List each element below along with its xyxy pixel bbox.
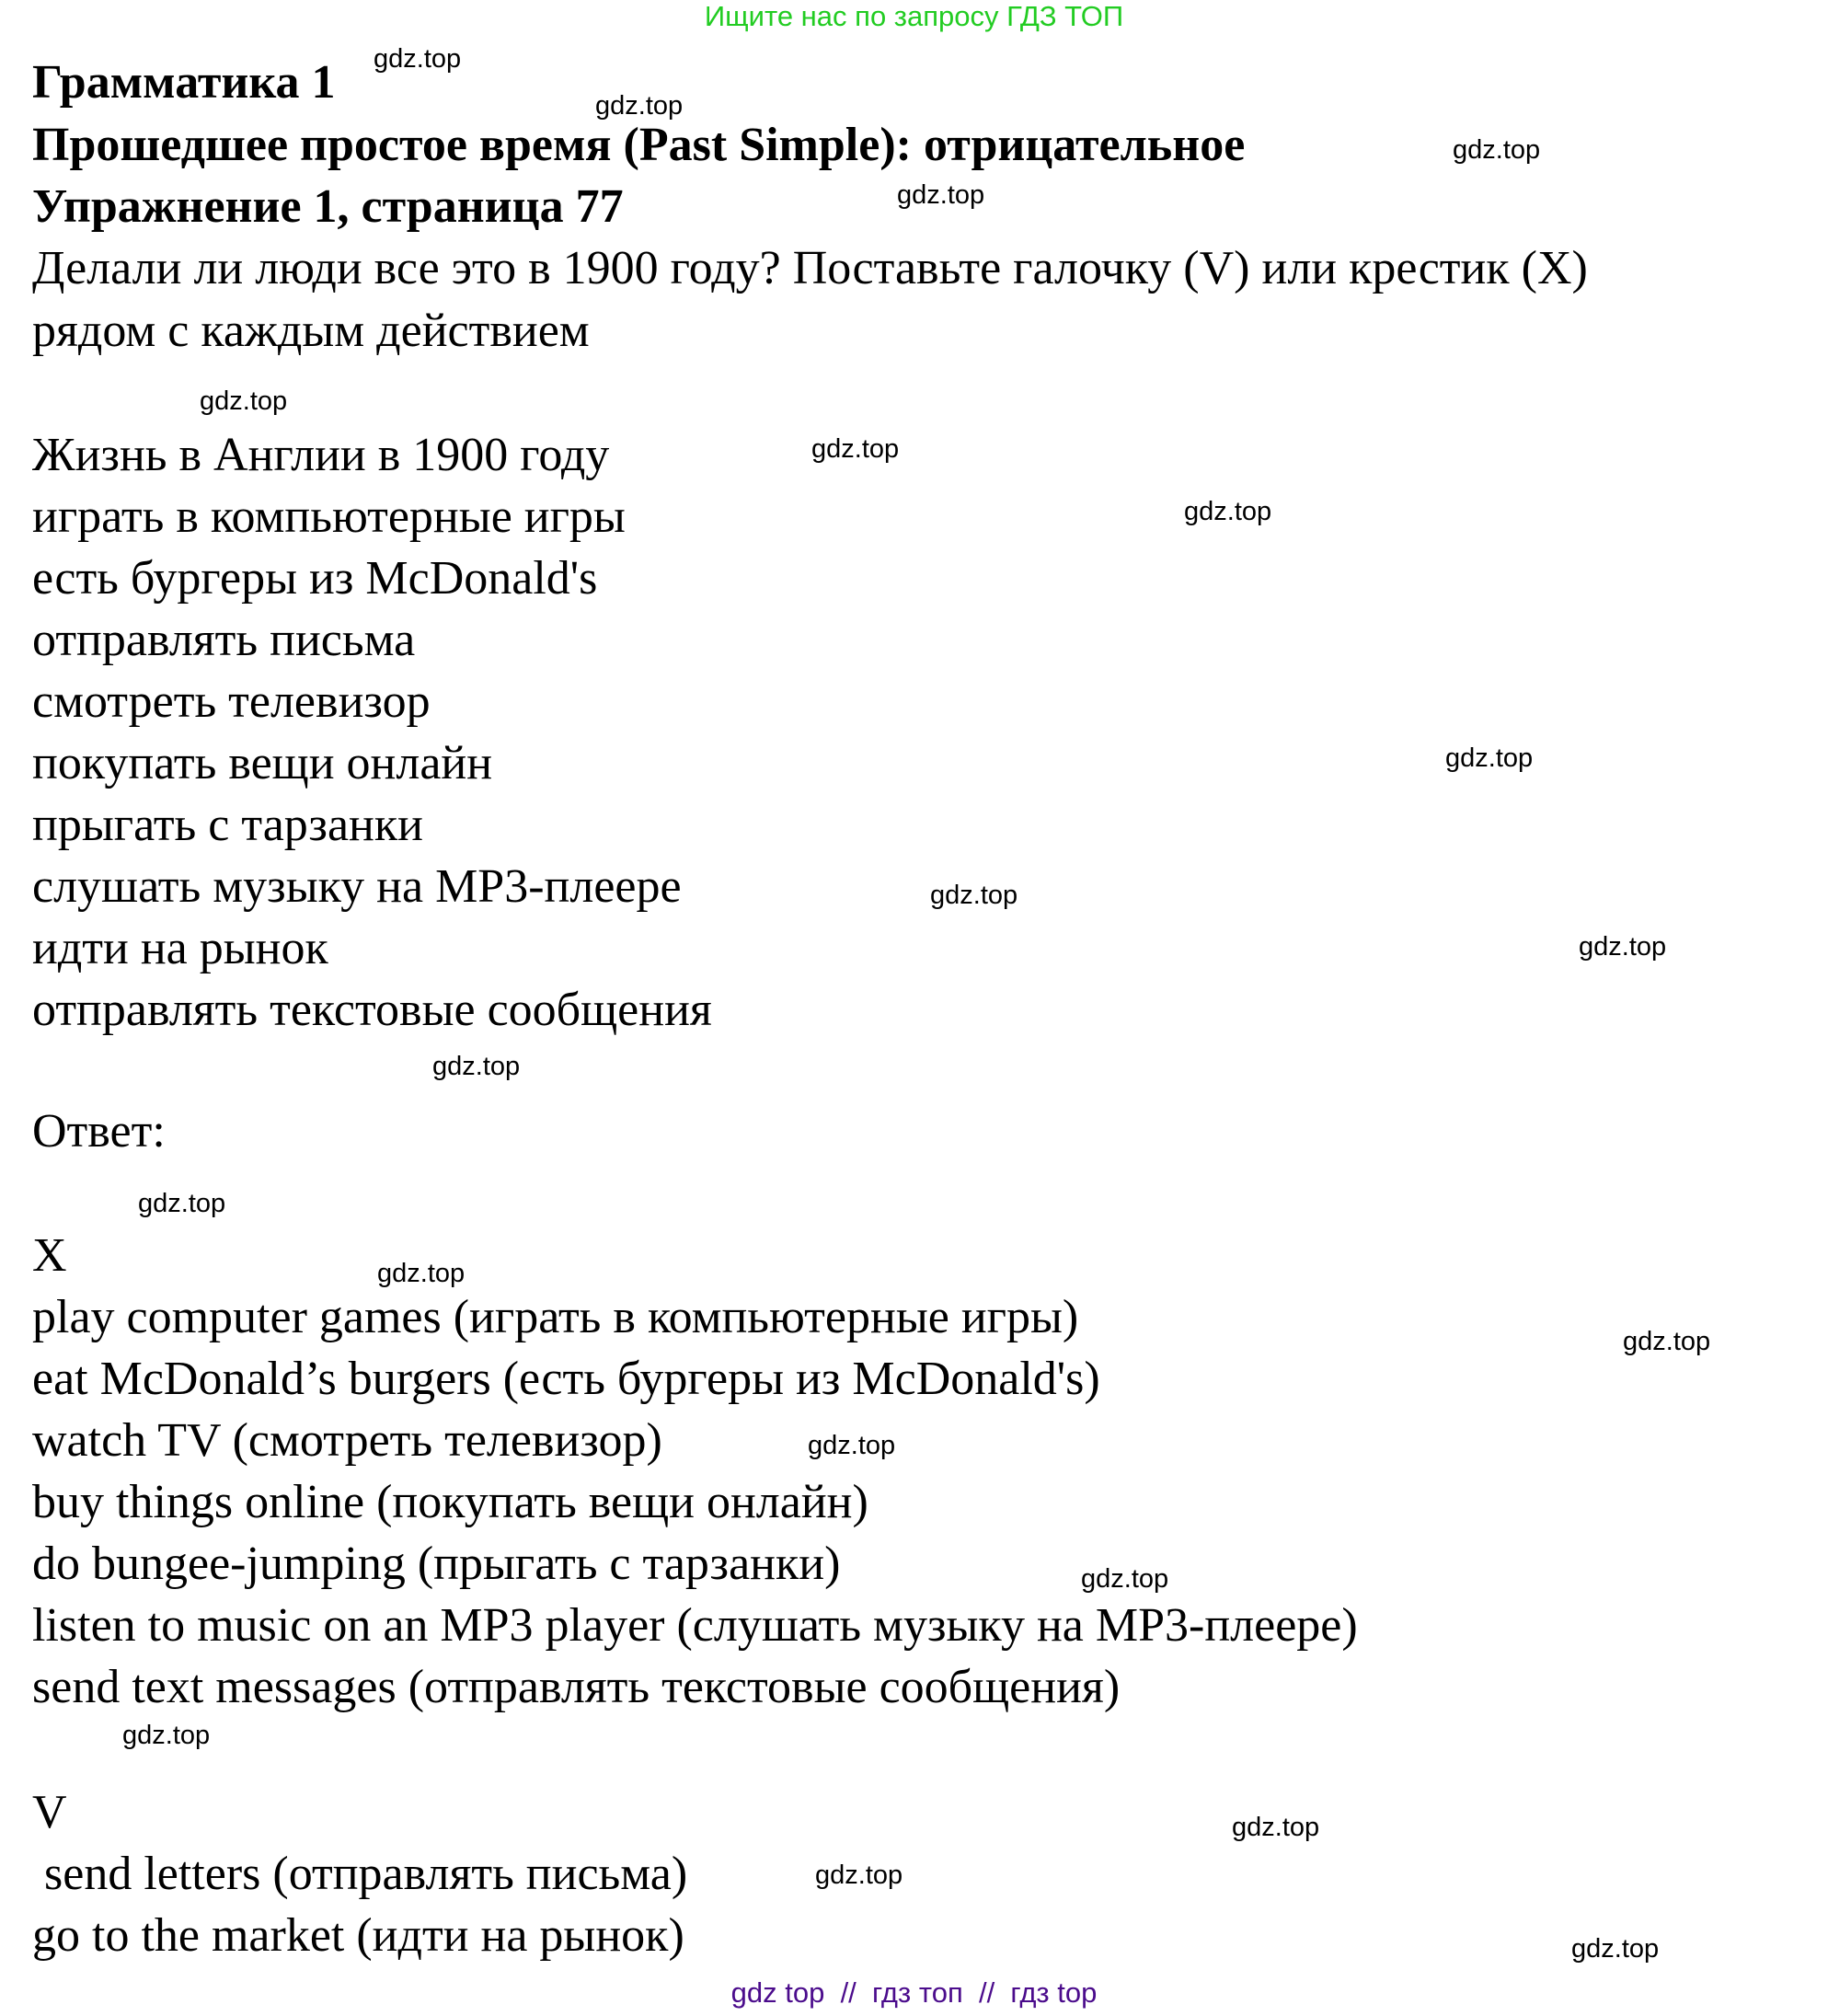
watermark: gdz.top: [377, 1259, 466, 1288]
list-heading: Жизнь в Англии в 1900 году: [32, 429, 610, 481]
check-mark: V: [32, 1786, 67, 1838]
watermark: gdz.top: [200, 386, 288, 416]
watermark: gdz.top: [1453, 135, 1541, 165]
cross-mark: X: [32, 1229, 67, 1282]
list-item: есть бургеры из McDonald's: [32, 552, 598, 605]
list-item: отправлять письма: [32, 614, 416, 666]
list-item: смотреть телевизор: [32, 675, 431, 728]
list-item: слушать музыку на MP3-плеере: [32, 860, 682, 913]
list-item: идти на рынок: [32, 922, 328, 974]
watermark: gdz.top: [1232, 1813, 1320, 1842]
answer-label: Ответ:: [32, 1105, 166, 1158]
watermark: gdz.top: [1623, 1327, 1711, 1356]
answer-item: watch TV (смотреть телевизор): [32, 1414, 662, 1467]
watermark: gdz.top: [1571, 1934, 1660, 1964]
watermark: gdz.top: [122, 1721, 211, 1750]
watermark: gdz.top: [897, 180, 985, 210]
answer-item: buy things online (покупать вещи онлайн): [32, 1476, 868, 1528]
list-item: отправлять текстовые сообщения: [32, 984, 712, 1036]
answer-item: play computer games (играть в компьютерные игры): [32, 1291, 1079, 1343]
watermark: gdz.top: [138, 1189, 226, 1218]
exercise-title: Упражнение 1, страница 77: [32, 180, 624, 233]
watermark: gdz.top: [1081, 1564, 1169, 1594]
answer-item: send letters (отправлять письма): [32, 1848, 688, 1900]
task-line-1: Делали ли люди все это в 1900 году? Поставьте галочку (V) или крестик (X): [32, 242, 1588, 294]
search-banner: Ищите нас по запросу ГДЗ ТОП: [704, 0, 1124, 32]
footer-links: gdz top // гдз топ // гдз top: [730, 1976, 1098, 2009]
watermark: gdz.top: [811, 434, 900, 464]
list-item: прыгать с тарзанки: [32, 799, 423, 851]
watermark: gdz.top: [432, 1052, 521, 1081]
watermark: gdz.top: [808, 1431, 896, 1460]
watermark: gdz.top: [1579, 932, 1667, 962]
answer-item: listen to music on an MP3 player (слушать музыку на MP3-плеере): [32, 1599, 1358, 1652]
watermark: gdz.top: [1445, 743, 1534, 773]
watermark: gdz.top: [930, 881, 1018, 910]
task-line-2: рядом с каждым действием: [32, 305, 590, 357]
watermark: gdz.top: [374, 44, 462, 74]
page-title: Грамматика 1: [32, 56, 336, 109]
watermark: gdz.top: [1184, 497, 1272, 526]
answer-item: send text messages (отправлять текстовые сообщения): [32, 1661, 1121, 1713]
watermark: gdz.top: [595, 91, 684, 121]
list-item: покупать вещи онлайн: [32, 737, 493, 789]
answer-item: go to the market (идти на рынок): [32, 1909, 684, 1962]
answer-item: do bungee-jumping (прыгать с тарзанки): [32, 1538, 841, 1590]
answer-item: eat McDonald’s burgers (есть бургеры из McDonald's): [32, 1353, 1100, 1405]
section-title: Прошедшее простое время (Past Simple): отрицательное: [32, 119, 1246, 171]
watermark: gdz.top: [815, 1860, 903, 1890]
list-item: играть в компьютерные игры: [32, 490, 626, 543]
